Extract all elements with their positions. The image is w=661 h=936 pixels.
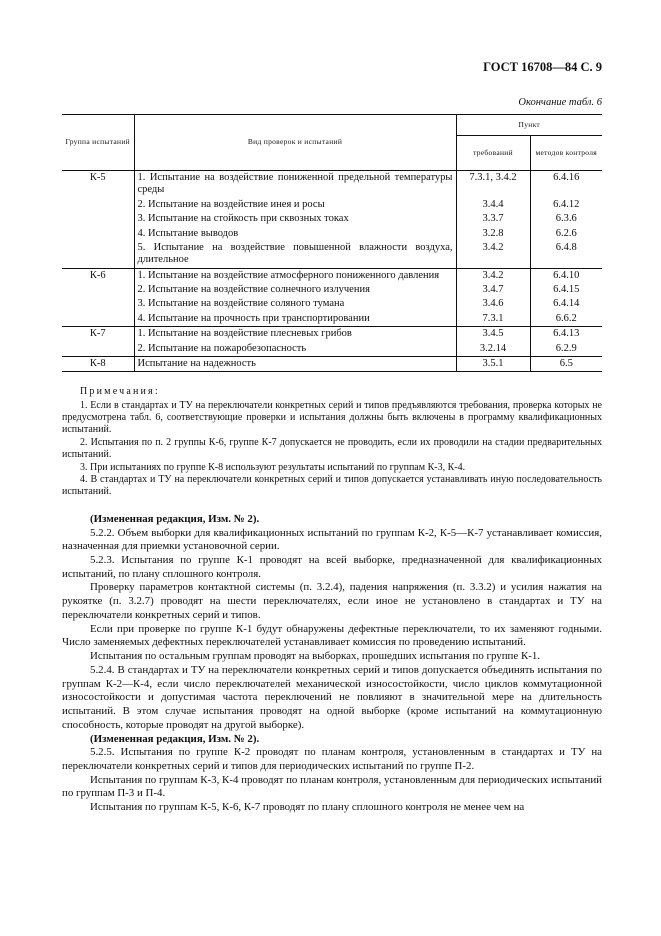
tests-table [62,114,602,372]
test-name-cell: 2. Испытание на воздействие солнечного излучения [134,283,456,297]
table-row [62,312,602,327]
group-cell: К-5 [62,171,134,269]
group-cell: К-8 [62,356,134,371]
group-cell: К-6 [62,268,134,327]
test-name-cell: 3. Испытание на воздействие соляного тумана [134,297,456,311]
requirement-cell: 3.3.7 [456,212,530,226]
test-name-cell: 2. Испытание на воздействие инея и росы [134,198,456,212]
table-row [62,356,602,371]
note-item: 2. Испытания по п. 2 группы К-6, группе К-7 допускается не проводить, если их проводили на стадии предварительных испытаний. [62,436,602,461]
table-row [62,342,602,357]
requirement-cell: 3.4.5 [456,327,530,342]
table-row [62,227,602,241]
table-row [62,297,602,311]
edition-note: (Измененная редакция, Изм. № 2). [90,512,260,525]
method-cell: 6.6.2 [530,312,602,327]
requirement-cell: 3.4.2 [456,268,530,283]
test-name-cell: 1. Испытание на воздействие атмосферного пониженного давления [134,268,456,283]
method-cell: 6.3.6 [555,213,577,225]
body-paragraph: 5.2.4. В стандартах и ТУ на переключатели конкретных серий и типов допускается объединять испытания по группам К-2—К-4, если число переключателей механической износостойкости, число циклов коммутационной износостойкости и допустимая частота переключений не повлияют в значительной мере на длительность испытаний. В этом случае испытания проводят на одной выборке (кроме испытаний на коммутационную способность, которые проводят на другой выборке). [62,663,602,731]
method-cell: 6.4.12 [553,198,580,210]
requirement-cell: 3.5.1 [456,356,530,371]
table-row [62,327,602,342]
test-name-cell: 4. Испытание на прочность при транспортировании [134,312,456,327]
method-cell: 6.5 [530,356,602,371]
requirement-cell: 3.4.7 [456,283,530,297]
body-paragraph: Испытания по группам К-3, К-4 проводят по планам контроля, установленным для периодических испытаний по группам П-3 и П-4. [62,773,602,800]
note-item: 3. При испытаниях по группе К-8 используют результаты испытаний по группам К-3, К-4. [80,461,466,473]
col-methods-header: методов контроля [530,136,602,171]
method-cell: 6.4.13 [553,328,580,340]
document-page [62,60,602,815]
method-cell: 6.4.14 [553,298,580,310]
body-text [62,513,602,815]
page-header: ГОСТ 16708—84 С. 9 [483,60,602,74]
table-body [62,171,602,372]
col-type-header: Вид проверок и испытаний [134,115,456,171]
body-paragraph: Испытания по группам К-5, К-6, К-7 проводят по плану сплошного контроля не менее чем на [90,801,525,814]
body-paragraph: 5.2.5. Испытания по группе К-2 проводят по планам контроля, установленным в стандартах и ТУ на переключатели конкретных серий и типов для периодических испытаний по группе П-2. [62,746,602,772]
table-row [62,212,602,226]
test-name-cell: Испытание на надежность [134,356,456,371]
method-cell: 6.4.10 [553,269,580,281]
body-paragraph: Если при проверке по группе К-1 будут обнаружены дефектные переключатели, то их заменяют годными. Число заменяемых дефектных переключателей устанавливает комиссия по проведению испытаний. [62,622,602,649]
requirement-cell: 3.4.6 [456,297,530,311]
test-name-cell: 3. Испытание на стойкость при сквозных токах [134,212,456,226]
method-cell: 6.2.6 [555,227,577,239]
body-paragraph: Проверку параметров контактной системы (п. 3.2.4), падения напряжения (п. 3.3.2) и усилия нажатия на рукоятке (п. 3.2.7) проводят на шести переключателях, если иное не установлено в стандартах и ТУ на переключатели конкретных серий и типов. [62,581,602,621]
body-paragraph: 5.2.3. Испытания по группе К-1 проводят на всей выборке, предназначенной для квалификационных испытаний, по плану сплошного контроля. [62,553,602,580]
col-punkt-header: Пункт [456,115,602,136]
table-row [62,268,602,283]
note-item: 4. В стандартах и ТУ на переключатели конкретных серий и типов допускается устанавливать иную последовательность испытаний. [62,473,602,498]
test-name-cell: 5. Испытание на воздействие повышенной влажности воздуха, длительное [134,241,456,268]
method-cell: 6.4.15 [553,284,580,295]
method-cell: 6.2.9 [530,342,602,357]
test-name-cell: 1. Испытание на воздействие плесневых грибов [134,327,456,342]
requirement-cell: 7.3.1 [456,312,530,327]
col-group-header: Группа испытаний [62,115,134,171]
body-paragraph: Испытания по остальным группам проводят на выборках, прошедших испытания по группе К-1. [90,650,541,663]
test-name-cell: 1. Испытание на воздействие пониженной предельной температуры среды [134,171,456,198]
notes-title: Примечания: [80,386,160,398]
notes-section [62,386,602,499]
requirement-cell: 7.3.1, 3.4.2 [456,171,530,198]
note-item: 1. Если в стандартах и ТУ на переключатели конкретных серий и типов предъявляются требования, проверка которых не предусмотрена табл. 6, соответствующие проверки и испытания должны быть включены в программу квалификационных испытаний. [62,399,602,436]
table-row [62,283,602,297]
test-name-cell: 4. Испытание выводов [134,227,456,241]
group-cell: К-7 [62,327,134,357]
requirement-cell: 3.2.14 [456,342,530,357]
body-paragraph: 5.2.2. Объем выборки для квалификационных испытаний по группам К-2, К-5—К-7 устанавливает комиссия, назначенная для приемки установочной серии. [62,526,602,553]
method-cell: 6.4.8 [530,241,602,268]
edition-note: (Измененная редакция, Изм. № 2). [90,732,260,745]
requirement-cell: 3.4.2 [456,241,530,268]
requirement-cell: 3.2.8 [456,227,530,241]
table-caption: Окончание табл. 6 [518,97,602,108]
table-row [62,198,602,212]
table-row [62,241,602,268]
table-row [62,171,602,198]
test-name-cell: 2. Испытание на пожаробезопасность [134,342,456,357]
col-req-header: требований [456,136,530,171]
method-cell: 6.4.16 [553,172,580,183]
requirement-cell: 3.4.4 [456,198,530,212]
